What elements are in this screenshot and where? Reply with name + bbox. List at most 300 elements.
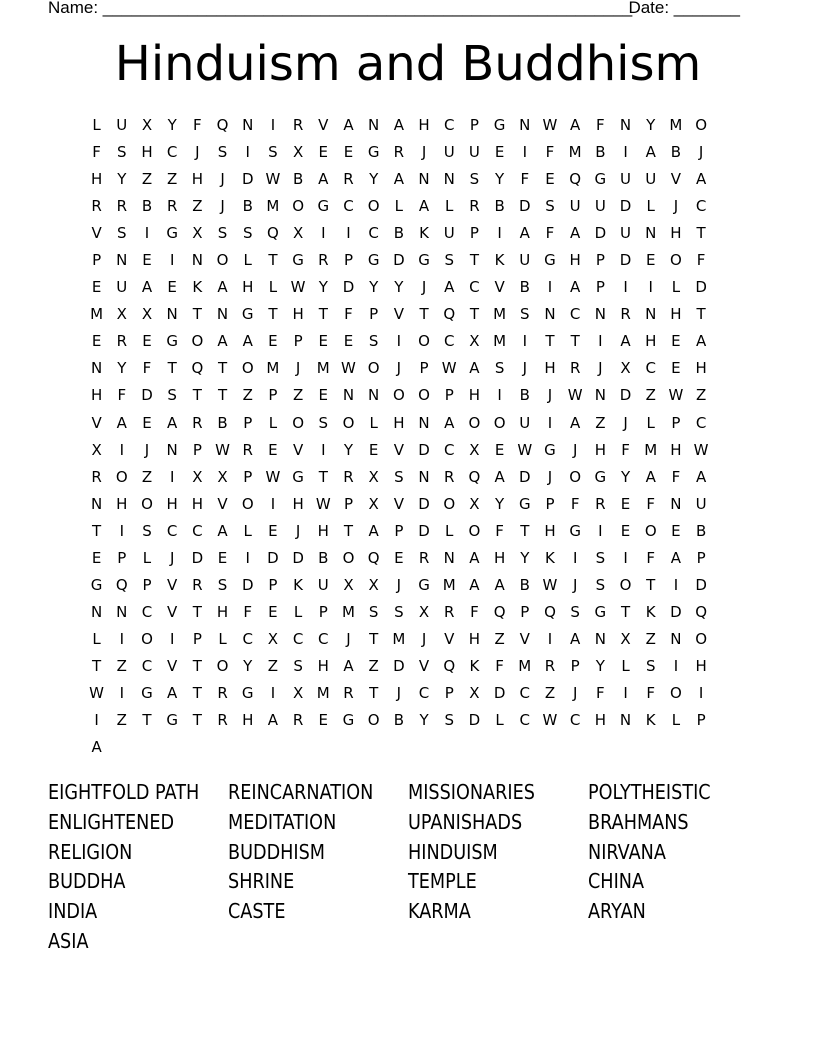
- grid-letter: A: [570, 116, 581, 134]
- grid-letter: P: [142, 575, 152, 594]
- grid-letter: O: [216, 656, 229, 675]
- grid-letter: Z: [645, 386, 656, 405]
- grid-letter: E: [142, 251, 152, 270]
- grid-letter: G: [518, 494, 531, 513]
- grid-letter: L: [243, 521, 252, 540]
- grid-letter: J: [195, 143, 200, 162]
- grid-letter: T: [620, 602, 631, 621]
- grid-letter: A: [141, 278, 153, 297]
- grid-letter: A: [167, 413, 178, 432]
- grid-letter: Y: [369, 278, 379, 297]
- grid-letter: A: [645, 143, 656, 162]
- grid-letter: D: [619, 251, 632, 270]
- grid-letter: T: [142, 711, 152, 730]
- grid-letter: R: [292, 711, 304, 730]
- grid-letter: Y: [520, 548, 530, 567]
- grid-letter: A: [393, 170, 404, 189]
- grid-letter: C: [141, 656, 153, 675]
- grid-letter: J: [396, 359, 402, 378]
- grid-letter: G: [594, 170, 607, 189]
- word-list-item: UPANISHADS: [408, 809, 523, 834]
- grid-letter: O: [695, 116, 707, 134]
- grid-letter: R: [343, 467, 354, 486]
- grid-letter: A: [670, 548, 682, 567]
- grid-letter: U: [594, 197, 606, 216]
- grid-letter: P: [671, 413, 681, 432]
- grid-letter: E: [217, 548, 228, 567]
- grid-letter: G: [292, 467, 304, 486]
- grid-letter: I: [270, 116, 276, 134]
- grid-letter: H: [544, 359, 556, 378]
- grid-letter: H: [317, 656, 329, 675]
- grid-letter: R: [242, 440, 253, 459]
- grid-letter: M: [316, 683, 330, 702]
- grid-letter: B: [318, 548, 329, 567]
- grid-letter: G: [317, 197, 330, 216]
- grid-letter: F: [142, 359, 152, 378]
- grid-letter: L: [646, 197, 655, 216]
- grid-letter: A: [167, 683, 178, 702]
- grid-letter: G: [594, 602, 607, 621]
- grid-letter: L: [268, 413, 278, 432]
- grid-letter: I: [119, 629, 124, 648]
- grid-letter: Y: [495, 170, 505, 189]
- grid-letter: P: [444, 683, 454, 702]
- grid-letter: N: [594, 629, 606, 648]
- grid-letter: A: [695, 467, 707, 486]
- grid-letter: H: [569, 251, 581, 270]
- grid-letter: I: [547, 278, 553, 297]
- grid-letter: H: [292, 305, 304, 324]
- grid-letter: D: [393, 251, 405, 270]
- grid-letter: R: [116, 197, 127, 216]
- word-list-item: ASIA: [48, 928, 89, 953]
- grid-letter: R: [444, 467, 455, 486]
- grid-letter: H: [645, 332, 657, 351]
- grid-letter: A: [570, 413, 581, 432]
- grid-letter: I: [623, 143, 628, 162]
- grid-letter: L: [621, 656, 630, 675]
- grid-letter: M: [518, 656, 532, 675]
- grid-letter: C: [443, 440, 455, 459]
- grid-letter: D: [519, 467, 531, 486]
- word-list-item: INDIA: [48, 899, 98, 924]
- grid-letter: P: [469, 224, 479, 243]
- grid-letter: F: [92, 143, 101, 162]
- grid-letter: X: [141, 305, 153, 324]
- grid-letter: E: [620, 494, 631, 513]
- grid-letter: W: [567, 386, 583, 405]
- grid-letter: S: [444, 711, 454, 730]
- grid-letter: H: [191, 494, 203, 513]
- grid-letter: R: [393, 143, 405, 162]
- grid-letter: H: [90, 170, 103, 189]
- grid-letter: H: [393, 413, 405, 432]
- grid-letter: E: [494, 440, 505, 459]
- grid-letter: H: [216, 602, 229, 621]
- grid-letter: L: [293, 602, 303, 621]
- grid-letter: A: [343, 656, 354, 675]
- grid-letter: F: [570, 494, 580, 513]
- grid-letter: V: [444, 629, 455, 648]
- grid-letter: H: [544, 521, 556, 540]
- grid-letter: A: [444, 278, 455, 297]
- grid-letter: F: [671, 467, 681, 486]
- grid-letter: Z: [695, 386, 707, 405]
- grid-letter: I: [245, 143, 250, 162]
- grid-letter: T: [318, 305, 328, 324]
- grid-letter: T: [268, 251, 278, 270]
- name-field[interactable]: Name: ________________________________________________________: [48, 0, 633, 17]
- word-list-item: REINCARNATION: [228, 780, 374, 804]
- grid-letter: C: [569, 305, 581, 324]
- grid-letter: Q: [443, 656, 456, 675]
- grid-letter: N: [418, 467, 430, 486]
- grid-letter: X: [217, 467, 228, 486]
- grid-letter: A: [494, 575, 505, 594]
- grid-letter: O: [342, 548, 355, 567]
- grid-letter: D: [468, 711, 481, 730]
- grid-letter: I: [547, 413, 553, 432]
- grid-letter: E: [343, 143, 354, 162]
- grid-letter: W: [341, 359, 356, 378]
- grid-letter: C: [141, 602, 153, 621]
- grid-letter: D: [393, 656, 405, 675]
- grid-letter: Y: [595, 656, 605, 675]
- grid-letter: J: [421, 278, 427, 297]
- grid-letter: I: [119, 521, 124, 540]
- grid-letter: C: [645, 359, 656, 378]
- grid-letter: S: [293, 656, 303, 675]
- grid-letter: Q: [569, 170, 582, 189]
- grid-letter: U: [645, 170, 657, 189]
- word-list-item: ENLIGHTENED: [48, 809, 175, 834]
- grid-letter: G: [166, 332, 178, 351]
- grid-letter: D: [418, 440, 430, 459]
- grid-letter: P: [545, 494, 555, 513]
- grid-letter: B: [393, 711, 404, 730]
- grid-letter: S: [494, 359, 505, 378]
- grid-letter: E: [494, 143, 505, 162]
- grid-letter: D: [619, 197, 632, 216]
- grid-letter: F: [621, 440, 630, 459]
- grid-letter: E: [671, 332, 681, 351]
- grid-letter: W: [668, 386, 684, 405]
- grid-letter: H: [670, 440, 682, 459]
- grid-letter: R: [91, 197, 102, 216]
- grid-letter: F: [520, 170, 530, 189]
- grid-letter: W: [693, 440, 709, 459]
- grid-letter: M: [316, 359, 330, 378]
- grid-letter: Z: [116, 711, 127, 730]
- grid-letter: I: [245, 548, 250, 567]
- grid-letter: V: [519, 629, 530, 648]
- grid-letter: I: [346, 224, 351, 243]
- grid-letter: X: [267, 629, 279, 648]
- grid-letter: C: [569, 711, 581, 730]
- grid-letter: A: [695, 332, 707, 351]
- grid-letter: S: [469, 170, 480, 189]
- grid-letter: G: [569, 521, 581, 540]
- grid-letter: K: [293, 575, 304, 594]
- grid-letter: Z: [292, 386, 304, 405]
- grid-letter: W: [542, 575, 558, 594]
- grid-letter: Z: [544, 683, 556, 702]
- grid-letter: Q: [695, 602, 707, 621]
- grid-letter: A: [469, 548, 480, 567]
- grid-letter: N: [670, 629, 682, 648]
- grid-letter: Y: [243, 656, 253, 675]
- grid-letter: T: [520, 521, 530, 540]
- grid-letter: D: [619, 386, 632, 405]
- grid-letter: H: [141, 143, 153, 162]
- grid-letter: L: [92, 629, 101, 648]
- grid-letter: S: [368, 332, 379, 351]
- grid-letter: I: [673, 656, 679, 675]
- grid-letter: L: [671, 711, 681, 730]
- grid-letter: C: [166, 521, 178, 540]
- grid-letter: I: [522, 143, 527, 162]
- grid-letter: K: [545, 548, 555, 567]
- grid-letter: X: [192, 467, 203, 486]
- grid-letter: M: [493, 305, 507, 324]
- word-list-item: EIGHTFOLD PATH: [48, 780, 200, 804]
- grid-letter: M: [392, 629, 406, 648]
- grid-letter: I: [547, 629, 553, 648]
- grid-letter: J: [396, 683, 402, 702]
- grid-letter: Y: [343, 440, 354, 459]
- grid-letter: Q: [468, 467, 481, 486]
- grid-letter: I: [572, 548, 578, 567]
- grid-letter: N: [519, 116, 531, 134]
- grid-letter: H: [594, 711, 606, 730]
- grid-letter: F: [470, 602, 479, 621]
- grid-letter: T: [92, 656, 102, 675]
- grid-letter: I: [321, 440, 326, 459]
- grid-letter: E: [91, 278, 102, 297]
- grid-letter: B: [217, 413, 228, 432]
- grid-letter: O: [241, 359, 254, 378]
- grid-letter: N: [443, 170, 455, 189]
- grid-letter: Y: [495, 494, 505, 513]
- grid-letter: V: [167, 656, 178, 675]
- grid-letter: S: [242, 224, 253, 243]
- grid-letter: V: [91, 224, 102, 243]
- grid-letter: F: [117, 386, 127, 405]
- grid-letter: H: [468, 629, 481, 648]
- grid-letter: X: [141, 116, 153, 134]
- grid-letter: B: [393, 224, 404, 243]
- grid-letter: L: [646, 413, 655, 432]
- grid-letter: T: [419, 305, 429, 324]
- grid-letter: L: [495, 711, 504, 730]
- grid-letter: L: [445, 197, 454, 216]
- grid-letter: D: [695, 575, 707, 594]
- grid-letter: V: [393, 440, 404, 459]
- grid-letter: S: [167, 386, 177, 405]
- grid-letter: C: [368, 224, 379, 243]
- grid-letter: M: [341, 602, 355, 621]
- grid-letter: H: [468, 386, 481, 405]
- grid-letter: S: [217, 224, 228, 243]
- grid-letter: R: [292, 116, 304, 134]
- grid-letter: T: [192, 683, 202, 702]
- grid-letter: J: [295, 521, 301, 540]
- grid-letter: C: [418, 683, 430, 702]
- grid-letter: N: [116, 602, 128, 621]
- grid-letter: N: [418, 413, 430, 432]
- grid-letter: K: [494, 251, 505, 270]
- grid-letter: K: [192, 278, 203, 297]
- grid-letter: O: [367, 711, 380, 730]
- date-field[interactable]: Date: _______: [628, 0, 740, 17]
- grid-letter: H: [292, 494, 304, 513]
- grid-letter: H: [242, 278, 254, 297]
- grid-letter: U: [443, 224, 455, 243]
- grid-letter: A: [570, 629, 581, 648]
- grid-letter: C: [343, 197, 354, 216]
- grid-letter: T: [217, 359, 228, 378]
- grid-letter: P: [192, 629, 202, 648]
- grid-letter: L: [268, 278, 278, 297]
- grid-letter: E: [671, 521, 681, 540]
- grid-letter: P: [595, 251, 605, 270]
- grid-letter: N: [90, 602, 103, 621]
- grid-letter: O: [670, 251, 682, 270]
- grid-letter: B: [595, 143, 606, 162]
- grid-letter: N: [619, 116, 632, 134]
- grid-letter: O: [141, 494, 153, 513]
- grid-letter: G: [241, 683, 254, 702]
- grid-letter: F: [646, 494, 656, 513]
- grid-letter: F: [495, 521, 504, 540]
- grid-letter: I: [144, 224, 150, 243]
- grid-letter: C: [519, 683, 531, 702]
- grid-letter: H: [418, 116, 430, 134]
- grid-letter: Y: [620, 467, 631, 486]
- grid-letter: P: [268, 575, 278, 594]
- grid-letter: A: [469, 359, 480, 378]
- grid-letter: X: [91, 440, 102, 459]
- grid-letter: J: [220, 170, 225, 189]
- grid-letter: R: [91, 467, 102, 486]
- grid-letter: I: [119, 440, 124, 459]
- grid-letter: C: [443, 116, 455, 134]
- grid-letter: C: [166, 143, 178, 162]
- grid-letter: I: [598, 521, 603, 540]
- grid-letter: E: [268, 440, 278, 459]
- grid-letter: N: [645, 305, 657, 324]
- grid-letter: Q: [493, 602, 506, 621]
- grid-letter: D: [141, 386, 153, 405]
- grid-letter: X: [620, 359, 631, 378]
- grid-letter: X: [469, 494, 480, 513]
- grid-letter: W: [89, 683, 105, 702]
- grid-letter: U: [695, 494, 707, 513]
- grid-letter: G: [594, 467, 607, 486]
- grid-letter: D: [418, 521, 430, 540]
- grid-letter: P: [343, 251, 353, 270]
- grid-letter: C: [292, 629, 304, 648]
- grid-letter: B: [519, 278, 530, 297]
- grid-letter: I: [698, 683, 704, 702]
- grid-letter: J: [169, 548, 175, 567]
- grid-letter: G: [166, 711, 178, 730]
- grid-letter: I: [648, 278, 653, 297]
- grid-letter: O: [191, 332, 204, 351]
- grid-letter: O: [392, 386, 405, 405]
- grid-letter: A: [217, 332, 228, 351]
- grid-letter: E: [268, 332, 278, 351]
- grid-letter: U: [569, 197, 581, 216]
- grid-letter: S: [570, 602, 580, 621]
- grid-letter: V: [292, 440, 304, 459]
- grid-letter: E: [645, 251, 656, 270]
- grid-letter: A: [494, 467, 505, 486]
- grid-letter: N: [166, 440, 178, 459]
- grid-letter: X: [368, 575, 379, 594]
- grid-letter: O: [670, 683, 682, 702]
- grid-letter: S: [368, 602, 379, 621]
- grid-letter: B: [670, 143, 682, 162]
- word-list: [48, 778, 768, 957]
- grid-letter: U: [519, 251, 531, 270]
- grid-letter: A: [620, 332, 631, 351]
- grid-letter: S: [595, 575, 606, 594]
- grid-letter: P: [243, 467, 253, 486]
- grid-letter: L: [218, 629, 227, 648]
- grid-letter: P: [419, 359, 429, 378]
- grid-letter: Q: [443, 305, 456, 324]
- grid-letter: J: [572, 440, 578, 459]
- grid-letter: T: [469, 251, 479, 270]
- grid-letter: X: [620, 629, 631, 648]
- grid-letter: P: [343, 494, 353, 513]
- grid-letter: A: [645, 467, 656, 486]
- grid-letter: T: [192, 386, 202, 405]
- grid-letter: M: [669, 116, 683, 134]
- grid-letter: H: [242, 711, 254, 730]
- grid-letter: H: [594, 440, 606, 459]
- grid-letter: C: [695, 197, 707, 216]
- grid-letter: F: [646, 683, 656, 702]
- grid-letter: D: [267, 548, 279, 567]
- grid-letter: A: [91, 738, 102, 757]
- grid-letter: Y: [318, 278, 328, 297]
- grid-letter: Q: [267, 224, 279, 243]
- grid-letter: G: [418, 251, 430, 270]
- grid-letter: O: [342, 413, 355, 432]
- grid-letter: W: [315, 494, 331, 513]
- grid-letter: H: [695, 656, 707, 675]
- grid-letter: D: [292, 548, 304, 567]
- grid-letter: G: [367, 143, 380, 162]
- word-list-item: TEMPLE: [408, 869, 477, 894]
- grid-letter: M: [493, 332, 507, 351]
- grid-letter: O: [418, 332, 430, 351]
- grid-letter: V: [318, 116, 329, 134]
- grid-letter: U: [443, 143, 455, 162]
- grid-letter: U: [620, 224, 632, 243]
- grid-letter: J: [572, 683, 578, 702]
- grid-letter: D: [695, 278, 707, 297]
- grid-letter: M: [90, 305, 104, 324]
- grid-letter: A: [469, 575, 480, 594]
- grid-letter: I: [598, 332, 603, 351]
- grid-letter: O: [115, 467, 128, 486]
- grid-letter: T: [646, 575, 656, 594]
- grid-letter: I: [169, 251, 175, 270]
